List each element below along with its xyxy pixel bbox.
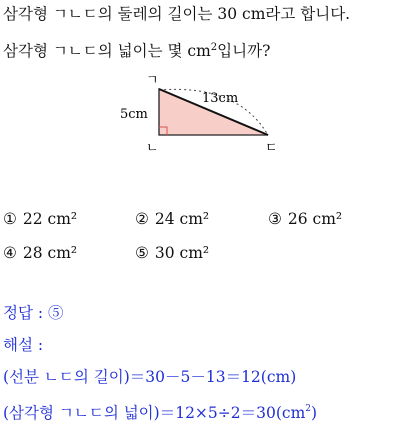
choice-5-number: ⑤ — [135, 244, 149, 262]
choice-5-text: 30 cm² — [154, 244, 210, 262]
choice-1-number: ① — [3, 210, 17, 228]
explanation-step-2 — [3, 398, 317, 424]
answer-line: 정답 : ⑤ — [3, 304, 64, 322]
explanation-step-2-text: (삼각형 ㄱㄴㄷ의 넓이)＝12×5÷2＝30(cm — [3, 404, 306, 422]
side-length-label: 5cm — [120, 107, 148, 122]
choice-2[interactable] — [135, 208, 209, 230]
choice-1-text: 22 cm² — [22, 210, 78, 228]
question-line-2-text: 삼각형 ㄱㄴㄷ의 넓이는 몇 cm — [3, 42, 211, 60]
explanation-unit-exponent: 2 — [305, 404, 312, 414]
choice-4-text: 28 cm² — [22, 244, 78, 262]
choice-3-number: ③ — [268, 210, 282, 228]
question-unit-exponent: 2 — [210, 42, 218, 53]
triangle-figure — [110, 72, 290, 156]
explanation-step-1: (선분 ㄴㄷ의 길이)＝30－5－13＝12(cm) — [3, 368, 297, 386]
explanation-step-2-end: ) — [311, 404, 318, 422]
vertex-label-top: ㄱ — [146, 73, 159, 88]
vertex-label-bottom-left: ㄴ — [146, 141, 159, 156]
question-line-1: 삼각형 ㄱㄴㄷ의 둘레의 길이는 30 cm라고 합니다. — [3, 5, 351, 23]
choice-4-number: ④ — [3, 244, 17, 262]
choice-5[interactable] — [135, 242, 209, 264]
explanation-heading: 해설 : — [3, 336, 44, 354]
question-line-2 — [3, 37, 270, 62]
choice-3[interactable] — [268, 208, 342, 230]
choice-2-number: ② — [135, 210, 149, 228]
choice-1[interactable] — [3, 208, 77, 230]
hypotenuse-length-label: 13cm — [202, 91, 239, 106]
question-line-2-end: 입니까? — [217, 42, 271, 60]
choice-2-text: 24 cm² — [154, 210, 210, 228]
choice-4[interactable] — [3, 242, 77, 264]
vertex-label-bottom-right: ㄷ — [265, 141, 278, 156]
choice-3-text: 26 cm² — [287, 210, 343, 228]
